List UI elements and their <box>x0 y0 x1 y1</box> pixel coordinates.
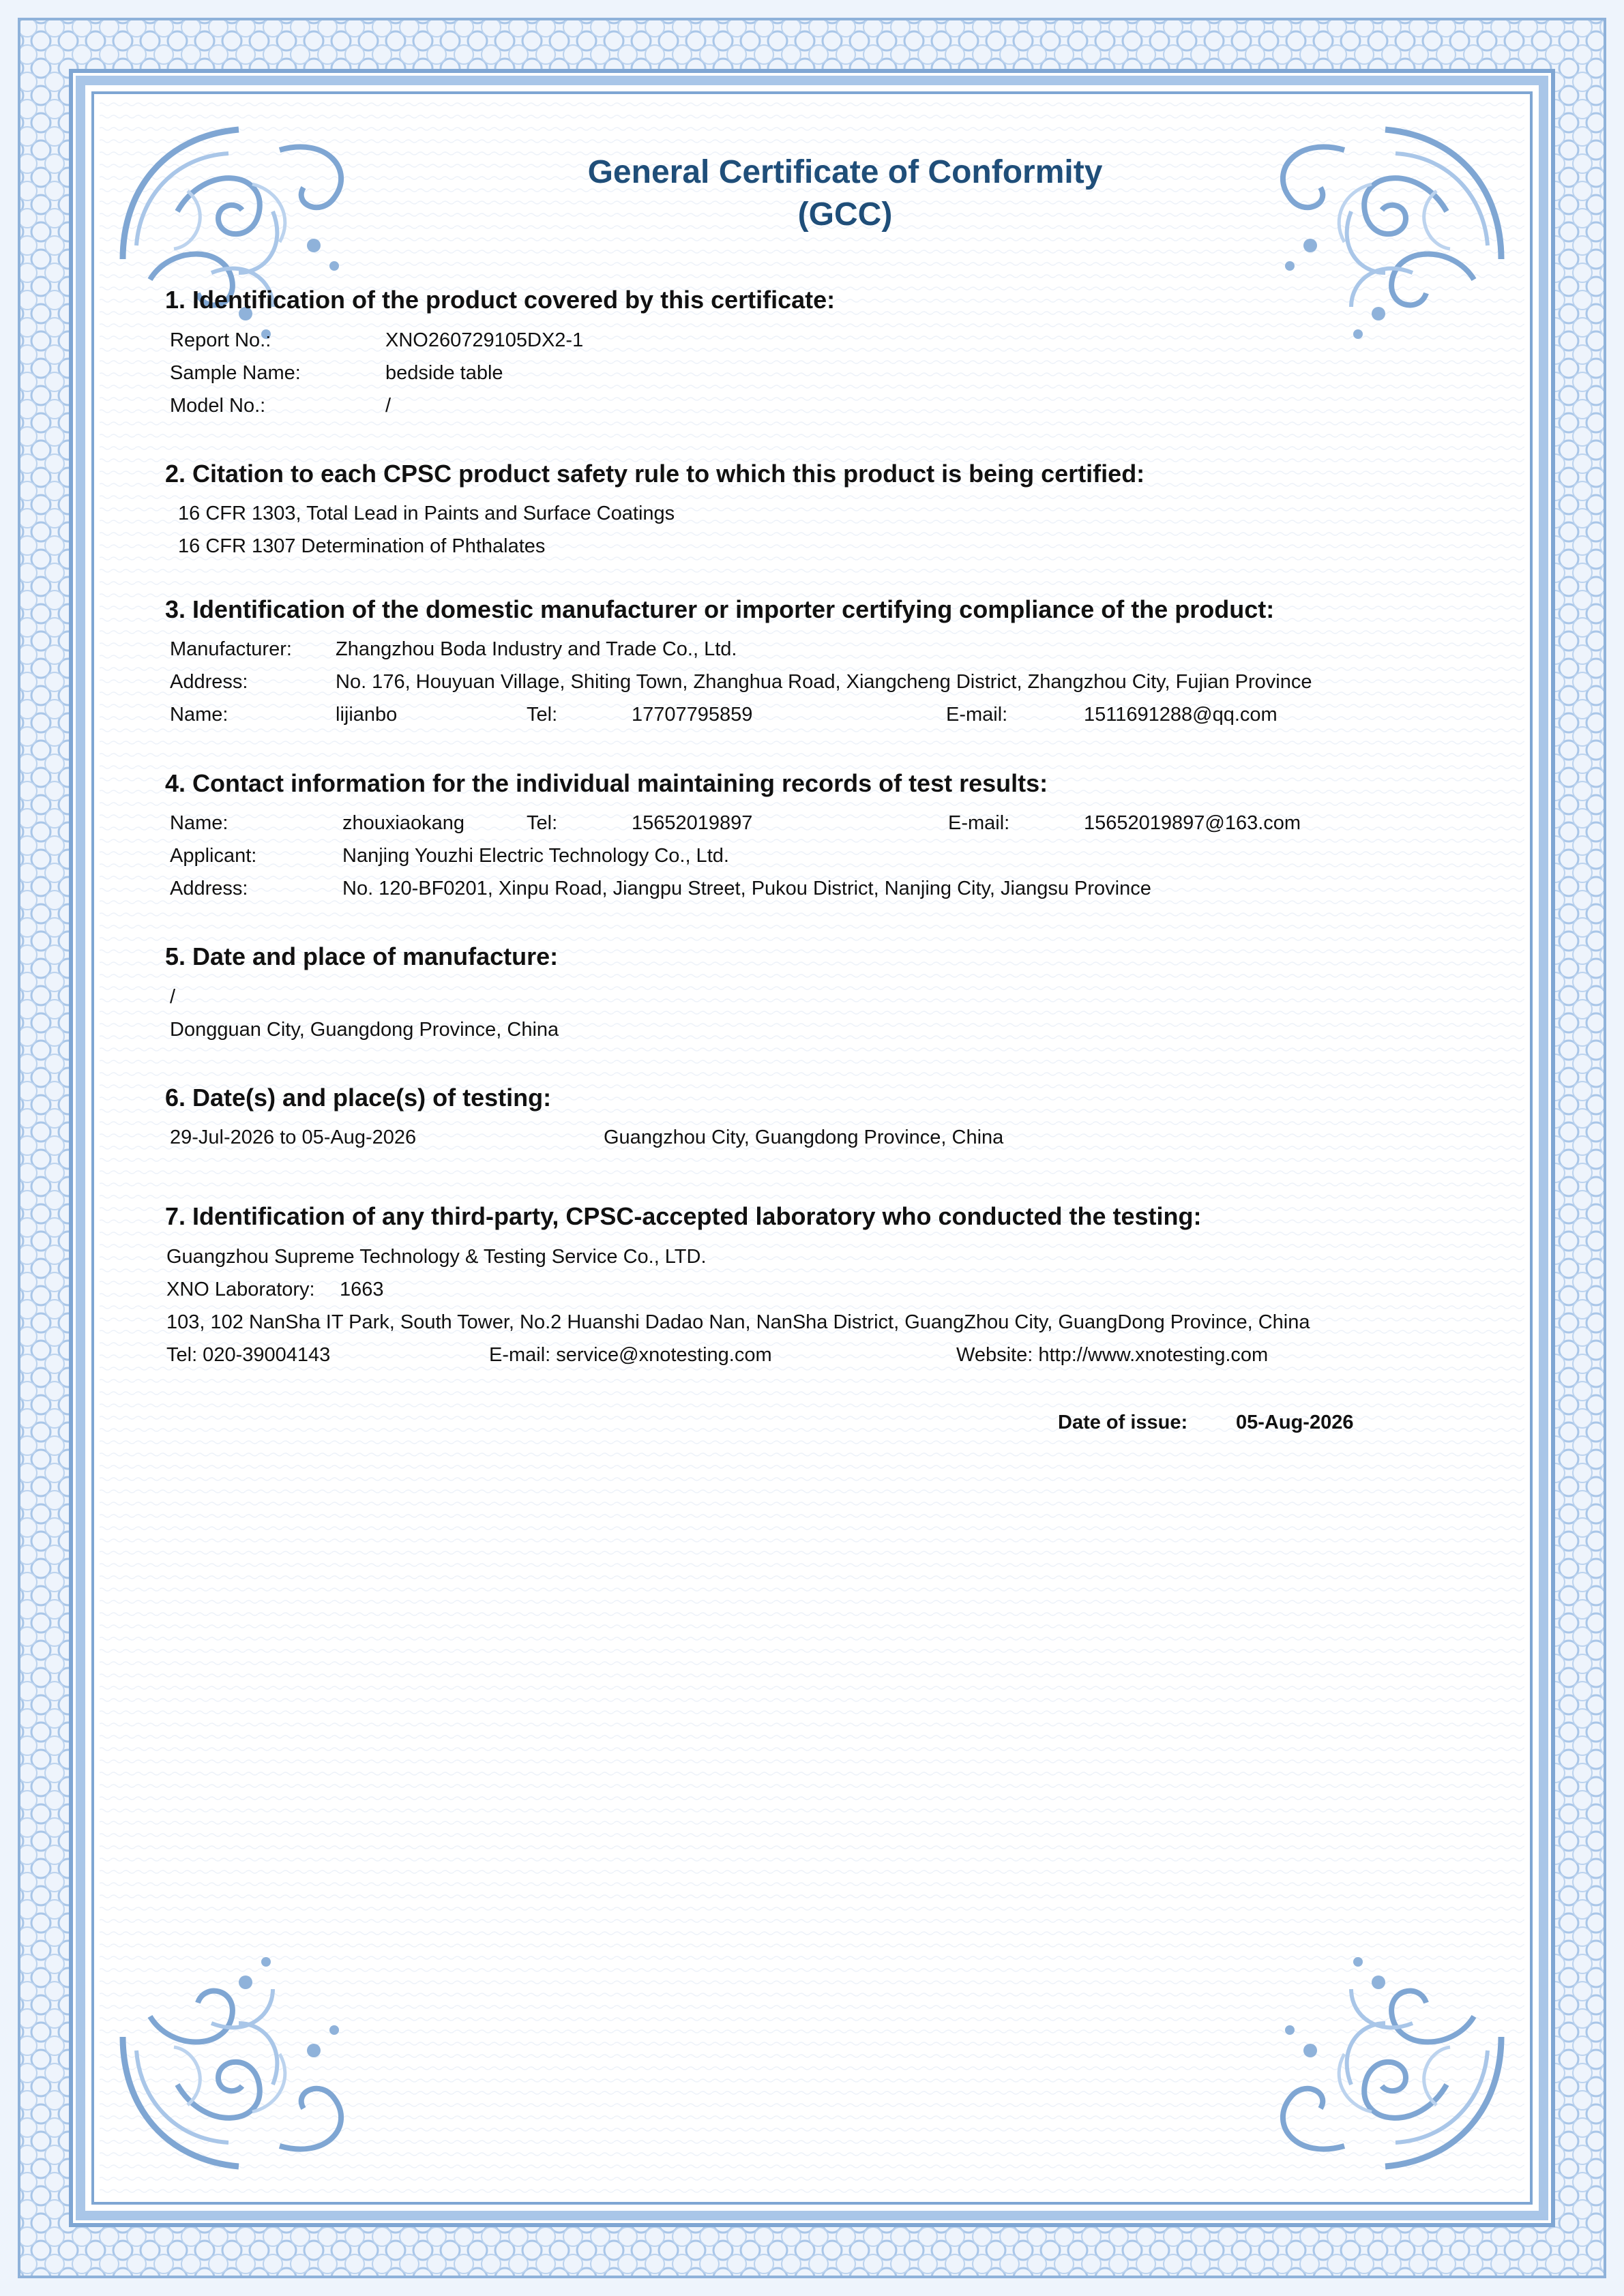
sample-name-value: bedside table <box>385 362 503 384</box>
manufacturer-address-label: Address: <box>170 671 248 693</box>
model-no-label: Model No.: <box>170 395 266 417</box>
certificate-subtitle: (GCC) <box>797 196 893 233</box>
section-5-heading: 5. Date and place of manufacture: <box>165 942 559 970</box>
report-no-label: Report No.: <box>170 329 271 351</box>
lab-tel: Tel: 020-39004143 <box>166 1344 331 1366</box>
lab-website: Website: http://www.xnotesting.com <box>956 1344 1269 1366</box>
manufacturer-value: Zhangzhou Boda Industry and Trade Co., Ltd. <box>336 638 737 660</box>
cpsc-rule-1: 16 CFR 1303, Total Lead in Paints and Surface Coatings <box>178 503 675 524</box>
testing-dates: 29-Jul-2026 to 05-Aug-2026 <box>170 1127 417 1148</box>
records-email-value: 15652019897@163.com <box>1084 812 1301 834</box>
manufacturer-address-value: No. 176, Houyuan Village, Shiting Town, Zhanghua Road, Xiangcheng District, Zhangzhou City, Fujian Province <box>336 671 1312 693</box>
section-3-heading: 3. Identification of the domestic manufacturer or importer certifying compliance of the product: <box>165 595 1275 623</box>
applicant-label: Applicant: <box>170 845 257 867</box>
date-of-issue-label: Date of issue: <box>1058 1412 1188 1433</box>
applicant-address-value: No. 120-BF0201, Xinpu Road, Jiangpu Street, Pukou District, Nanjing City, Jiangsu Province <box>342 878 1151 899</box>
manufacture-date: / <box>170 986 176 1008</box>
testing-place: Guangzhou City, Guangdong Province, China <box>604 1127 1004 1148</box>
manufacturer-email-value: 1511691288@qq.com <box>1084 704 1278 726</box>
lab-number: 1663 <box>340 1279 384 1300</box>
section-4-heading: 4. Contact information for the individual maintaining records of test results: <box>165 769 1048 797</box>
manufacturer-email-label: E-mail: <box>946 704 1008 726</box>
lab-label: XNO Laboratory: <box>166 1279 315 1300</box>
model-no-value: / <box>385 395 392 417</box>
manufacturer-tel-value: 17707795859 <box>632 704 753 726</box>
manufacturer-tel-label: Tel: <box>527 704 558 726</box>
records-name-label: Name: <box>170 812 228 834</box>
section-1-heading: 1. Identification of the product covered by this certificate: <box>165 286 836 314</box>
sample-name-label: Sample Name: <box>170 362 301 384</box>
records-tel-value: 15652019897 <box>632 812 753 834</box>
section-7-heading: 7. Identification of any third-party, CPSC-accepted laboratory who conducted the testing: <box>165 1202 1202 1230</box>
lab-email: E-mail: service@xnotesting.com <box>489 1344 772 1366</box>
lab-address: 103, 102 NanSha IT Park, South Tower, No.2 Huanshi Dadao Nan, NanSha District, GuangZhou City, GuangDong Province, China <box>166 1311 1310 1333</box>
certificate-title: General Certificate of Conformity <box>587 154 1103 190</box>
manufacturer-label: Manufacturer: <box>170 638 292 660</box>
lab-name: Guangzhou Supreme Technology & Testing Service Co., LTD. <box>166 1246 707 1268</box>
cpsc-rule-2: 16 CFR 1307 Determination of Phthalates <box>178 535 546 557</box>
records-tel-label: Tel: <box>527 812 558 834</box>
section-6-heading: 6. Date(s) and place(s) of testing: <box>165 1084 552 1112</box>
report-no-value: XNO260729105DX2-1 <box>385 329 584 351</box>
applicant-address-label: Address: <box>170 878 248 899</box>
applicant-value: Nanjing Youzhi Electric Technology Co., Ltd. <box>342 845 729 867</box>
date-of-issue-value: 05-Aug-2026 <box>1236 1412 1354 1433</box>
records-email-label: E-mail: <box>948 812 1010 834</box>
manufacturer-name-value: lijianbo <box>336 704 398 726</box>
section-2-heading: 2. Citation to each CPSC product safety rule to which this product is being certified: <box>165 460 1145 488</box>
manufacturer-name-label: Name: <box>170 704 228 726</box>
manufacture-place: Dongguan City, Guangdong Province, China <box>170 1019 559 1041</box>
records-name-value: zhouxiaokang <box>342 812 464 834</box>
